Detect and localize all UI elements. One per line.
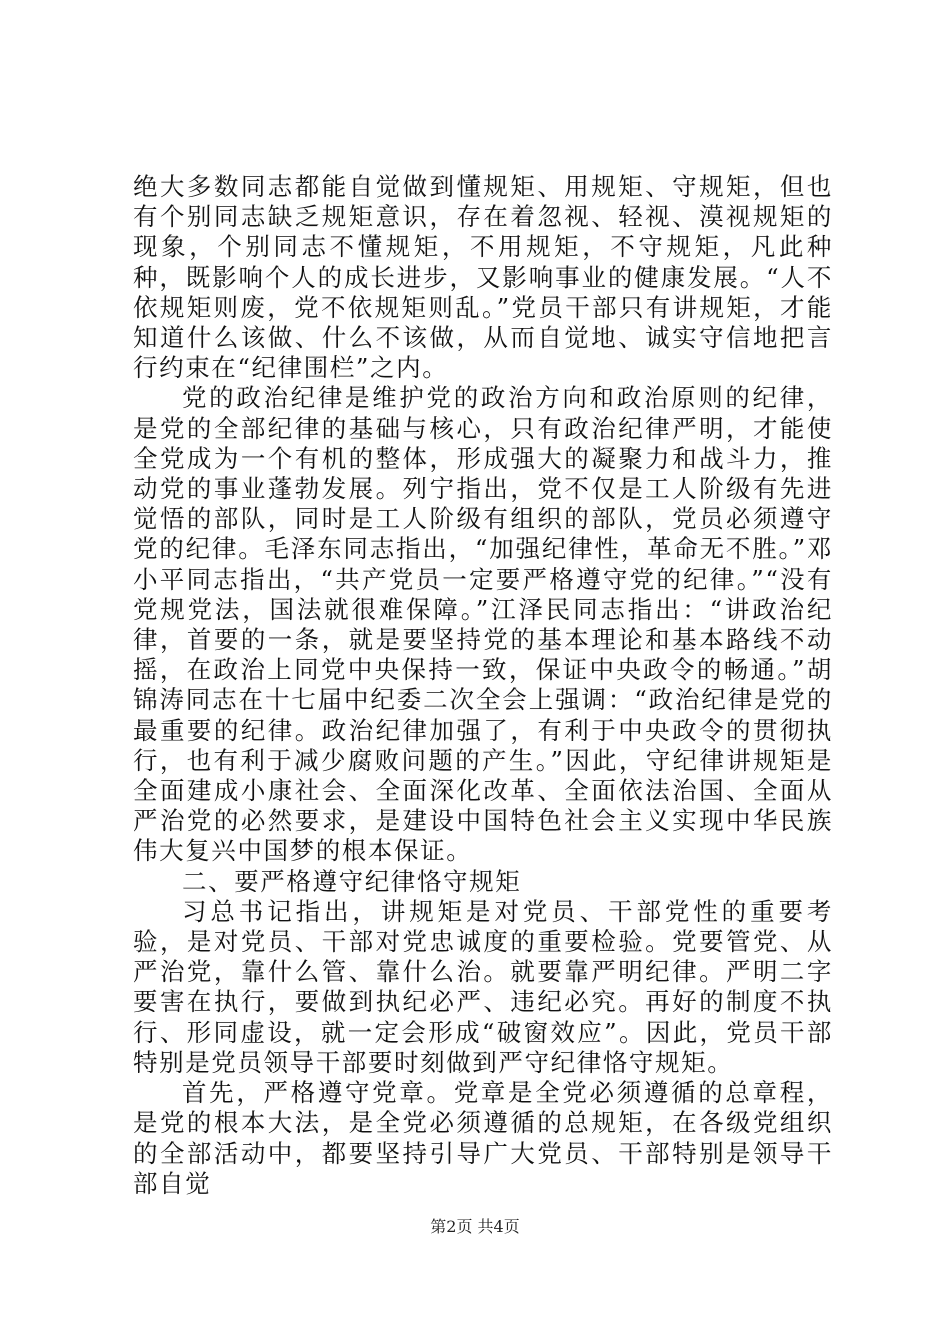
paragraph-3: 习总书记指出，讲规矩是对党员、干部党性的重要考验，是对党员、干部对党忠诚度的重要检验。党要管党、从严治党，靠什么管、靠什么治。就要靠严明纪律。严明二字要害在执行，要做到执纪必严、违纪必究。再好的制度不执行、形同虚设，就一定会形成“破窗效应”。因此，党员干部特别是党员领导干部要时刻做到严守纪律恪守规矩。 [133, 896, 833, 1077]
paragraph-2: 党的政治纪律是维护党的政治方向和政治原则的纪律，是党的全部纪律的基础与核心，只有政治纪律严明，才能使全党成为一个有机的整体，形成强大的凝聚力和战斗力，推动党的事业蓬勃发展。列宁指出，党不仅是工人阶级有先进觉悟的部队，同时是工人阶级有组织的部队，党员必须遵守党的纪律。毛泽东同志指出，“加强纪律性，革命无不胜。”邓小平同志指出，“共产党员一定要严格遵守党的纪律。”“没有党规党法，国法就很难保障。”江泽民同志指出：“讲政治纪律，首要的一条，就是要坚持党的基本理论和基本路线不动摇，在政治上同党中央保持一致，保证中央政令的畅通。”胡锦涛同志在十七届中纪委二次全会上强调：“政治纪律是党的最重要的纪律。政治纪律加强了，有利于中央政令的贯彻执行，也有利于减少腐败问题的产生。”因此，守纪律讲规矩是全面建成小康社会、全面深化改革、全面依法治国、全面从严治党的必然要求，是建设中国特色社会主义实现中华民族伟大复兴中国梦的根本保证。 [133, 383, 833, 866]
paragraph-4: 首先，严格遵守党章。党章是全党必须遵循的总章程，是党的根本大法，是全党必须遵循的总规矩，在各级党组织的全部活动中，都要坚持引导广大党员、干部特别是领导干部自觉 [133, 1078, 833, 1198]
document-body [133, 172, 833, 1199]
section-heading: 二、要严格遵守纪律恪守规矩 [182, 866, 522, 896]
paragraph-1: 绝大多数同志都能自觉做到懂规矩、用规矩、守规矩，但也有个别同志缺乏规矩意识，存在着忽视、轻视、漠视规矩的现象，个别同志不懂规矩，不用规矩，不守规矩，凡此种种，既影响个人的成长进步，又影响事业的健康发展。“人不依规矩则废，党不依规矩则乱。”党员干部只有讲规矩，才能知道什么该做、什么不该做，从而自觉地、诚实守信地把言行约束在“纪律围栏”之内。 [133, 172, 833, 383]
page-number-footer: 第2页 共4页 [430, 1217, 520, 1236]
